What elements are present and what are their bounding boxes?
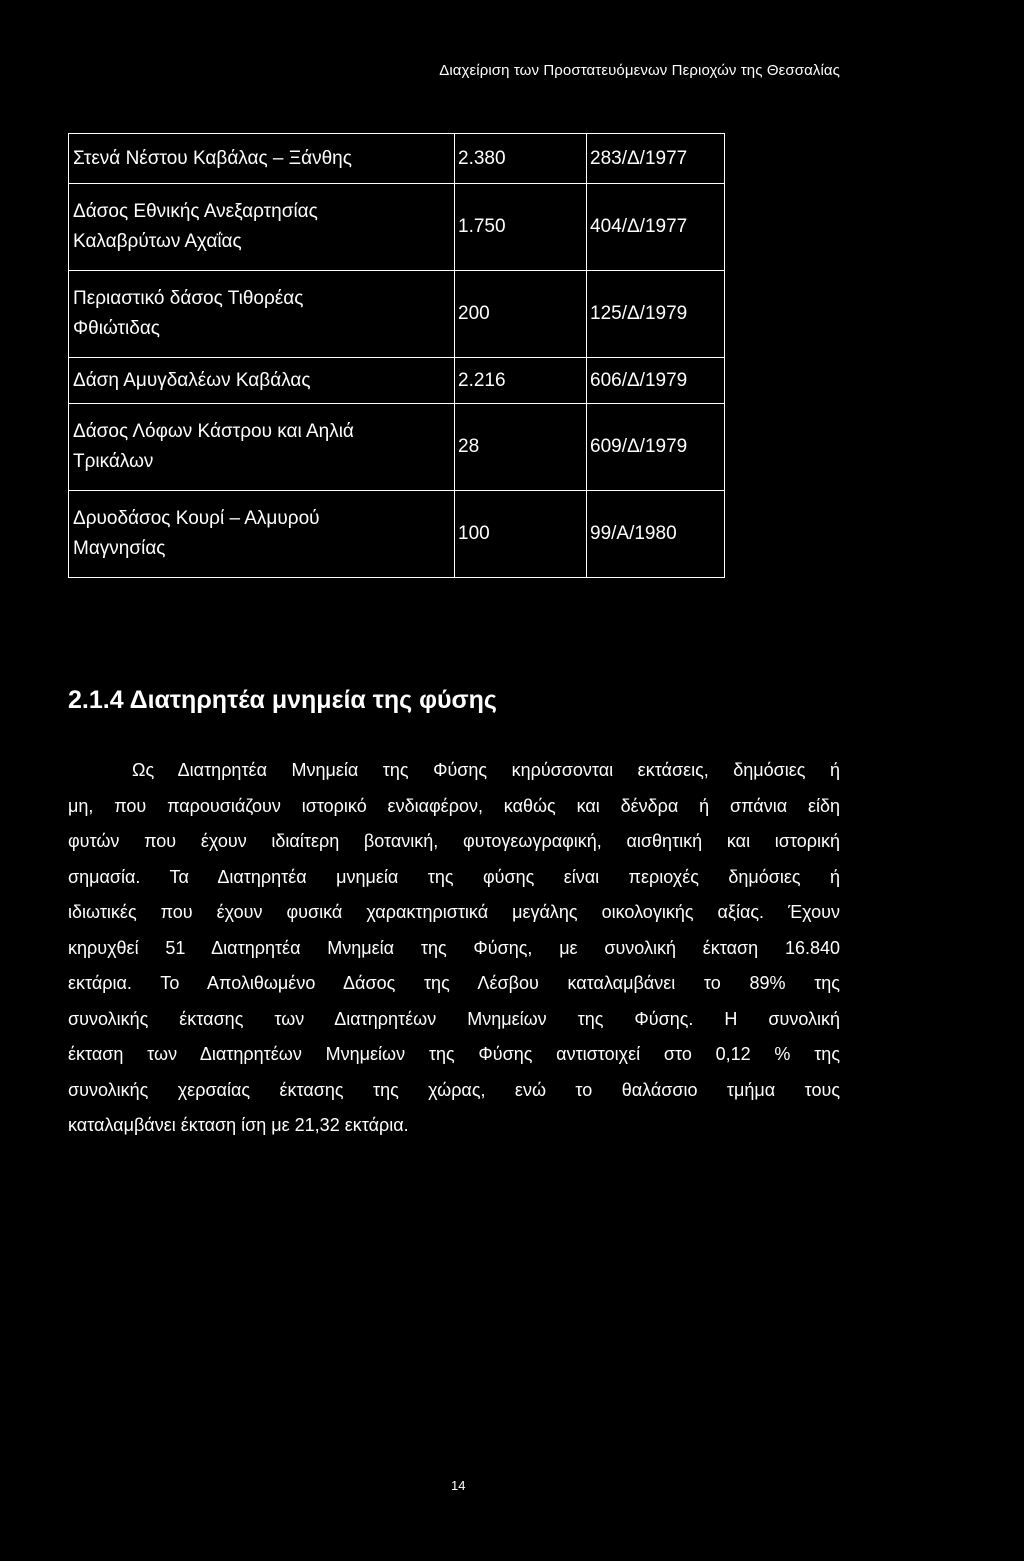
- area-name: Δάσος Λόφων Κάστρου και Αηλιά: [73, 421, 354, 442]
- paragraph-line: εκτάρια. Το Απολιθωμένο Δάσος της Λέσβου καταλαμβάνει το 89% της: [68, 973, 840, 993]
- area-name-cell: [69, 358, 455, 404]
- area-name: Φθιώτιδας: [73, 318, 160, 339]
- area-name: Μαγνησίας: [73, 538, 166, 559]
- section-heading: 2.1.4 Διατηρητέα μνημεία της φύσης: [68, 686, 497, 714]
- paragraph-line: Ως Διατηρητέα Μνημεία της Φύσης κηρύσσονται εκτάσεις, δημόσιες ή: [132, 760, 840, 780]
- area-name: Στενά Νέστου Καβάλας – Ξάνθης: [73, 147, 352, 169]
- area-name-cell: [69, 134, 455, 184]
- area-name: Περιαστικό δάσος Τιθορέας: [73, 288, 304, 309]
- paragraph-line: καταλαμβάνει έκταση ίση με 21,32 εκτάρια.: [68, 1115, 409, 1135]
- area-size-cell: 100: [455, 491, 587, 578]
- table-row: [69, 491, 725, 578]
- area-name: Δάσος Εθνικής Ανεξαρτησίας: [73, 201, 318, 222]
- area-name: Δάση Αμυγδαλέων Καβάλας: [73, 369, 311, 391]
- table-row: [69, 358, 725, 404]
- table-row: [69, 271, 725, 358]
- decree-cell: 609/Δ/1979: [587, 404, 725, 491]
- paragraph-line: μη, που παρουσιάζουν ιστορικό ενδιαφέρον, καθώς και δένδρα ή σπάνια είδη: [68, 795, 840, 816]
- paragraph-line: συνολικής χερσαίας έκτασης της χώρας, ενώ το θαλάσσιο τμήμα τους: [68, 1079, 840, 1100]
- protected-areas-table: [68, 133, 725, 578]
- page-number: 14: [451, 1478, 466, 1493]
- paragraph-line: έκταση των Διατηρητέων Μνημείων της Φύσης αντιστοιχεί στο 0,12 % της: [68, 1044, 840, 1064]
- decree-cell: 404/Δ/1977: [587, 184, 725, 271]
- area-name-cell: [69, 404, 455, 491]
- area-size-cell: 1.750: [455, 184, 587, 271]
- area-size-cell: 28: [455, 404, 587, 491]
- paragraph-line: ιδιωτικές που έχουν φυσικά χαρακτηριστικά μεγάλης οικολογικής αξίας. Έχουν: [68, 902, 840, 922]
- area-name: Τρικάλων: [73, 451, 154, 472]
- area-size-cell: 2.216: [455, 358, 587, 404]
- decree-cell: 125/Δ/1979: [587, 271, 725, 358]
- body-paragraph: [68, 753, 840, 1144]
- area-size-cell: 200: [455, 271, 587, 358]
- paragraph-line: κηρυχθεί 51 Διατηρητέα Μνημεία της Φύσης, με συνολική έκταση 16.840: [68, 937, 840, 958]
- area-size-cell: 2.380: [455, 134, 587, 184]
- paragraph-line: φυτών που έχουν ιδιαίτερη βοτανική, φυτογεωγραφική, αισθητική και ιστορική: [68, 831, 840, 851]
- table-row: [69, 134, 725, 184]
- running-header: Διαχείριση των Προστατευόμενων Περιοχών της Θεσσαλίας: [439, 62, 840, 79]
- area-name-cell: [69, 491, 455, 578]
- decree-cell: 606/Δ/1979: [587, 358, 725, 404]
- paragraph-line: συνολικής έκτασης των Διατηρητέων Μνημείων της Φύσης. Η συνολική: [68, 1008, 840, 1029]
- area-name: Δρυοδάσος Κουρί – Αλμυρού: [73, 508, 320, 529]
- table-row: [69, 184, 725, 271]
- table-row: [69, 404, 725, 491]
- decree-cell: 99/Α/1980: [587, 491, 725, 578]
- area-name-cell: [69, 271, 455, 358]
- decree-cell: 283/Δ/1977: [587, 134, 725, 184]
- area-name: Καλαβρύτων Αχαΐας: [73, 231, 242, 252]
- paragraph-line: σημασία. Τα Διατηρητέα μνημεία της φύσης είναι περιοχές δημόσιες ή: [68, 866, 840, 887]
- area-name-cell: [69, 184, 455, 271]
